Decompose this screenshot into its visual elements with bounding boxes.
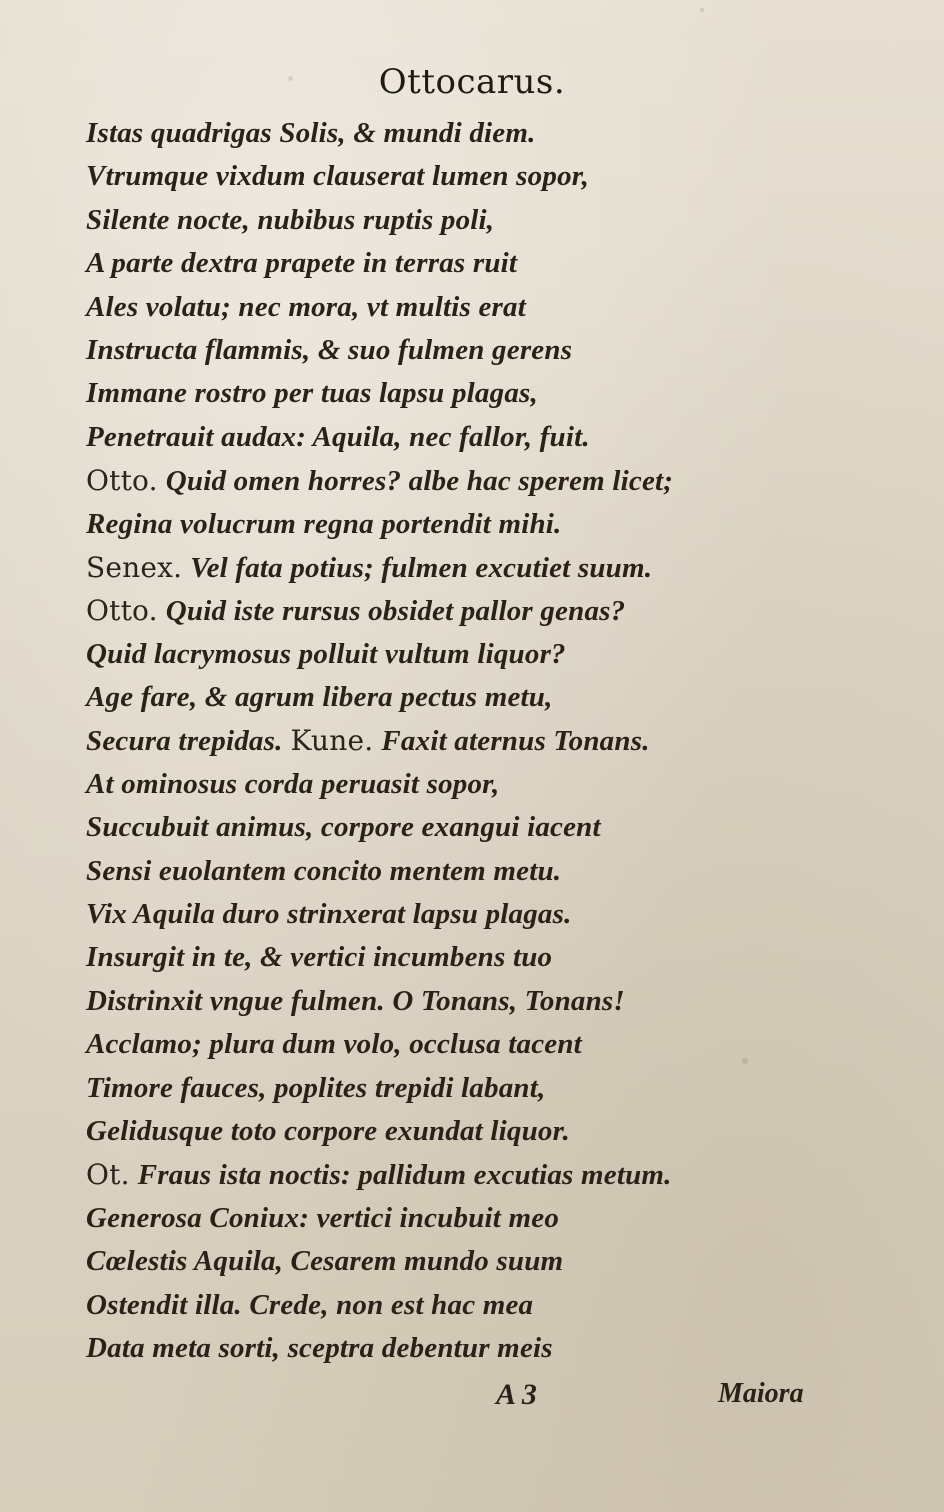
verse-line [86,503,806,546]
verse-text: Distrinxit vngue fulmen. O Tonans, Tonans! [86,984,625,1017]
verse-text: Vtrumque vixdum clauserat lumen sopor, [86,160,590,193]
running-head: Ottocarus. [378,62,566,102]
verse-line [86,416,806,459]
verse-text: Fraus ista noctis: pallidum excutias metum. [137,1159,672,1192]
verse-text: Instructa flammis, & suo fulmen gerens [86,333,573,366]
verse-text: Timore fauces, poplites trepidi labant, [86,1071,546,1104]
verse-line [86,112,806,155]
catchword: Maiora [718,1378,804,1409]
verse-line [86,763,806,806]
verse-line [86,1023,806,1066]
verse-line [86,199,806,242]
speaker-name: Ot. [86,1158,130,1192]
verse-line [86,893,806,936]
verse-text: Regina volucrum regna portendit mihi. [86,507,562,540]
verse-text: Age fare, & agrum libera pectus metu, [86,681,553,714]
verse-text: Cœlestis Aquila, Cesarem mundo suum [86,1245,564,1278]
verse-line [86,936,806,979]
verse-line [86,155,806,198]
verse-line [86,1327,806,1370]
verse-text: Faxit aternus Tonans. [381,725,650,758]
verse-text: Vel fata potius; fulmen excutiet suum. [190,551,653,584]
verse-text: Data meta sorti, sceptra debentur meis [86,1331,553,1364]
verse-line [86,459,806,502]
verse-line [86,546,806,589]
verse-text: Quid omen horres? albe hac sperem licet; [165,465,674,498]
verse-text: Acclamo; plura dum volo, occlusa tacent [86,1028,582,1061]
verse-text: Insurgit in te, & vertici incumbens tuo [86,941,553,974]
verse-text: Quid lacrymosus polluit vultum liquor? [86,637,566,670]
verse-text: Gelidusque toto corpore exundat liquor. [86,1114,570,1147]
verse-line [86,980,806,1023]
verse-line [86,589,806,632]
verse-text: Immane rostro per tuas lapsu plagas, [86,377,538,410]
verse-line [86,850,806,893]
verse-text: Istas quadrigas Solis, & mundi diem. [86,117,536,149]
verse-line [86,329,806,372]
verse-text: Ostendit illa. Crede, non est hac mea [86,1288,534,1321]
verse-line [86,286,806,329]
verse-line [86,1067,806,1110]
verse-line [86,676,806,719]
verse-text: At ominosus corda peruasit sopor, [86,767,500,800]
verse-text: Sensi euolantem concito mentem metu. [86,854,562,887]
verse-text: Secura trepidas. [86,725,283,758]
verse-line [86,633,806,676]
verse-text: Quid iste rursus obsidet pallor genas? [165,595,626,628]
verse-line [86,806,806,849]
verse-line [86,1284,806,1327]
speaker-name: Otto. [86,464,158,498]
verse-line [86,372,806,415]
verse-text: Generosa Coniux: vertici incubuit meo [86,1201,560,1234]
verse-text: Penetrauit audax: Aquila, nec fallor, fuit. [86,420,590,453]
verse-text: Vix Aquila duro strinxerat lapsu plagas. [86,898,572,931]
verse-text: Ales volatu; nec mora, vt multis erat [86,290,526,323]
speaker-name: Kune. [290,724,374,758]
verse-line [86,1197,806,1240]
speaker-name: Senex. [86,550,183,584]
page-footer [0,1378,944,1418]
verse-block [86,112,806,1370]
speaker-name: Otto. [86,594,158,628]
verse-line [86,1110,806,1153]
verse-line [86,242,806,285]
verse-line [86,1240,806,1283]
paper-speck [700,8,704,12]
verse-line [86,719,806,762]
signature-mark: A 3 [496,1378,537,1411]
verse-line [86,1153,806,1196]
verse-text: Silente nocte, nubibus ruptis poli, [86,203,495,236]
verse-text: Succubuit animus, corpore exangui iacent [86,811,601,844]
verse-text: A parte dextra prapete in terras ruit [86,247,518,280]
